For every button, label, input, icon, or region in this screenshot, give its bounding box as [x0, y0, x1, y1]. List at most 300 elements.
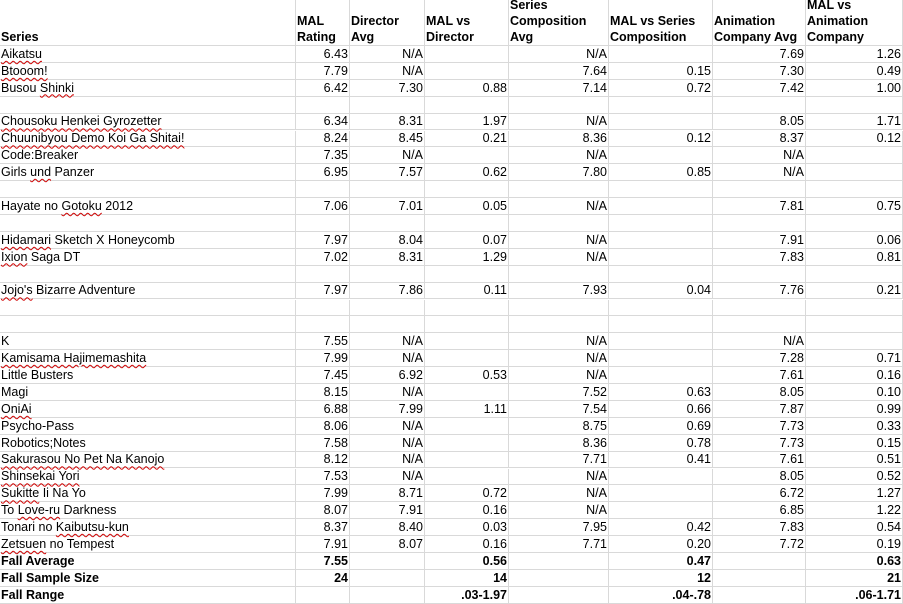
- cell-anim[interactable]: [713, 469, 806, 486]
- cell-mal_sc[interactable]: [609, 316, 713, 333]
- cell-mal_dir[interactable]: [425, 316, 509, 333]
- cell-mal_sc[interactable]: [609, 519, 713, 536]
- header-cell-mal_anim[interactable]: [806, 0, 903, 46]
- cell-mal_anim[interactable]: [806, 350, 903, 367]
- cell-series[interactable]: [0, 452, 296, 469]
- cell-dir[interactable]: [350, 350, 425, 367]
- cell-series[interactable]: [0, 418, 296, 435]
- cell-dir[interactable]: [350, 519, 425, 536]
- cell-anim[interactable]: [713, 249, 806, 266]
- cell-sc[interactable]: [509, 519, 609, 536]
- cell-mal_dir[interactable]: [425, 80, 509, 97]
- cell-mal[interactable]: [296, 232, 350, 249]
- cell-dir[interactable]: [350, 300, 425, 317]
- cell-anim[interactable]: [713, 536, 806, 553]
- cell-sc[interactable]: [509, 300, 609, 317]
- cell-sc[interactable]: [509, 215, 609, 232]
- cell-series[interactable]: [0, 164, 296, 181]
- cell-series[interactable]: [0, 283, 296, 300]
- cell-anim[interactable]: [713, 333, 806, 350]
- summary-cell-mal_anim[interactable]: [806, 553, 903, 570]
- cell-mal[interactable]: [296, 316, 350, 333]
- cell-mal_sc[interactable]: [609, 232, 713, 249]
- summary-cell-mal_dir[interactable]: [425, 553, 509, 570]
- cell-series[interactable]: [0, 46, 296, 63]
- cell-mal_dir[interactable]: [425, 502, 509, 519]
- cell-dir[interactable]: [350, 97, 425, 114]
- cell-dir[interactable]: [350, 469, 425, 486]
- cell-mal_anim[interactable]: [806, 164, 903, 181]
- table-row: [0, 300, 903, 317]
- cell-mal_dir[interactable]: [425, 232, 509, 249]
- cell-series[interactable]: [0, 63, 296, 80]
- cell-sc[interactable]: [509, 435, 609, 452]
- summary-cell-dir[interactable]: [350, 553, 425, 570]
- cell-sc-text: N/A: [586, 486, 607, 501]
- cell-mal_dir[interactable]: [425, 350, 509, 367]
- cell-mal_sc[interactable]: [609, 164, 713, 181]
- cell-sc[interactable]: [509, 283, 609, 300]
- cell-mal_anim[interactable]: [806, 114, 903, 131]
- cell-mal[interactable]: [296, 80, 350, 97]
- cell-dir[interactable]: [350, 418, 425, 435]
- cell-series[interactable]: [0, 215, 296, 232]
- cell-mal[interactable]: [296, 485, 350, 502]
- cell-mal[interactable]: [296, 46, 350, 63]
- cell-sc[interactable]: [509, 485, 609, 502]
- cell-dir[interactable]: [350, 198, 425, 215]
- cell-mal[interactable]: [296, 249, 350, 266]
- cell-mal[interactable]: [296, 198, 350, 215]
- cell-anim[interactable]: [713, 367, 806, 384]
- cell-anim[interactable]: [713, 97, 806, 114]
- cell-mal_anim[interactable]: [806, 418, 903, 435]
- cell-mal_dir[interactable]: [425, 384, 509, 401]
- cell-sc[interactable]: [509, 536, 609, 553]
- cell-mal[interactable]: [296, 131, 350, 148]
- cell-anim[interactable]: [713, 131, 806, 148]
- summary-cell-series[interactable]: [0, 553, 296, 570]
- cell-series[interactable]: [0, 266, 296, 283]
- cell-series[interactable]: [0, 350, 296, 367]
- cell-dir[interactable]: [350, 147, 425, 164]
- cell-mal[interactable]: [296, 519, 350, 536]
- cell-mal-text: 7.79: [323, 63, 348, 78]
- cell-dir[interactable]: [350, 63, 425, 80]
- cell-anim[interactable]: [713, 316, 806, 333]
- cell-dir[interactable]: [350, 80, 425, 97]
- cell-mal[interactable]: [296, 283, 350, 300]
- cell-mal_dir[interactable]: [425, 367, 509, 384]
- cell-mal_sc[interactable]: [609, 215, 713, 232]
- cell-mal_anim[interactable]: [806, 283, 903, 300]
- cell-mal[interactable]: [296, 452, 350, 469]
- cell-series-text: Busou Shinki: [1, 80, 74, 95]
- summary-cell-mal[interactable]: [296, 570, 350, 587]
- cell-sc[interactable]: [509, 333, 609, 350]
- cell-anim[interactable]: [713, 300, 806, 317]
- cell-mal[interactable]: [296, 384, 350, 401]
- cell-anim[interactable]: [713, 80, 806, 97]
- cell-mal_anim[interactable]: [806, 232, 903, 249]
- cell-anim[interactable]: [713, 266, 806, 283]
- cell-mal_dir[interactable]: [425, 452, 509, 469]
- header-cell-mal_sc[interactable]: [609, 0, 713, 46]
- cell-mal_anim[interactable]: [806, 131, 903, 148]
- cell-mal_anim-text: 1.00: [876, 80, 901, 95]
- header-cell-dir-text: Director Avg: [351, 14, 399, 44]
- cell-mal_anim[interactable]: [806, 249, 903, 266]
- cell-mal_sc-text: 0.69: [686, 418, 711, 433]
- summary-cell-sc[interactable]: [509, 587, 609, 604]
- summary-cell-dir[interactable]: [350, 570, 425, 587]
- cell-series[interactable]: [0, 147, 296, 164]
- cell-sc[interactable]: [509, 97, 609, 114]
- cell-mal_sc[interactable]: [609, 300, 713, 317]
- summary-cell-mal_dir-text: 14: [493, 570, 507, 585]
- cell-mal_sc[interactable]: [609, 283, 713, 300]
- cell-mal_dir[interactable]: [425, 215, 509, 232]
- cell-mal_dir[interactable]: [425, 418, 509, 435]
- cell-mal_dir[interactable]: [425, 97, 509, 114]
- cell-mal_dir[interactable]: [425, 485, 509, 502]
- cell-mal_sc[interactable]: [609, 485, 713, 502]
- table-row: [0, 131, 903, 148]
- cell-dir-text: 8.45: [398, 131, 423, 146]
- summary-cell-mal-text: 7.55: [323, 553, 348, 568]
- cell-mal_anim-text: 0.52: [876, 469, 901, 484]
- cell-series[interactable]: [0, 333, 296, 350]
- cell-mal_dir[interactable]: [425, 333, 509, 350]
- cell-mal_sc[interactable]: [609, 249, 713, 266]
- cell-mal[interactable]: [296, 502, 350, 519]
- cell-mal_anim[interactable]: [806, 266, 903, 283]
- cell-mal_anim[interactable]: [806, 519, 903, 536]
- cell-mal_dir[interactable]: [425, 249, 509, 266]
- cell-mal_dir[interactable]: [425, 266, 509, 283]
- cell-mal_sc[interactable]: [609, 401, 713, 418]
- cell-mal_sc[interactable]: [609, 452, 713, 469]
- header-cell-mal_dir[interactable]: [425, 0, 509, 46]
- cell-sc[interactable]: [509, 350, 609, 367]
- cell-mal_sc[interactable]: [609, 469, 713, 486]
- cell-mal_anim[interactable]: [806, 300, 903, 317]
- cell-anim[interactable]: [713, 485, 806, 502]
- cell-sc-text: 8.75: [582, 418, 607, 433]
- cell-mal_sc[interactable]: [609, 536, 713, 553]
- summary-cell-series[interactable]: [0, 570, 296, 587]
- cell-mal_anim[interactable]: [806, 469, 903, 486]
- cell-mal_anim[interactable]: [806, 401, 903, 418]
- cell-mal_sc[interactable]: [609, 333, 713, 350]
- cell-mal_dir[interactable]: [425, 283, 509, 300]
- cell-sc[interactable]: [509, 502, 609, 519]
- cell-sc[interactable]: [509, 249, 609, 266]
- summary-cell-mal_sc[interactable]: [609, 587, 713, 604]
- cell-mal_sc[interactable]: [609, 435, 713, 452]
- cell-mal_dir[interactable]: [425, 181, 509, 198]
- summary-cell-mal[interactable]: [296, 587, 350, 604]
- summary-cell-anim[interactable]: [713, 570, 806, 587]
- cell-sc[interactable]: [509, 452, 609, 469]
- cell-dir[interactable]: [350, 266, 425, 283]
- cell-dir[interactable]: [350, 536, 425, 553]
- summary-cell-anim[interactable]: [713, 553, 806, 570]
- summary-cell-mal_dir[interactable]: [425, 587, 509, 604]
- header-cell-anim[interactable]: [713, 0, 806, 46]
- summary-cell-sc[interactable]: [509, 570, 609, 587]
- cell-sc[interactable]: [509, 198, 609, 215]
- cell-sc[interactable]: [509, 418, 609, 435]
- cell-series[interactable]: [0, 232, 296, 249]
- cell-mal[interactable]: [296, 97, 350, 114]
- cell-anim[interactable]: [713, 435, 806, 452]
- cell-dir[interactable]: [350, 333, 425, 350]
- cell-mal_dir[interactable]: [425, 147, 509, 164]
- cell-mal[interactable]: [296, 350, 350, 367]
- summary-cell-anim[interactable]: [713, 587, 806, 604]
- cell-anim[interactable]: [713, 283, 806, 300]
- cell-sc[interactable]: [509, 232, 609, 249]
- cell-mal_anim[interactable]: [806, 333, 903, 350]
- cell-anim[interactable]: [713, 164, 806, 181]
- cell-anim[interactable]: [713, 519, 806, 536]
- summary-cell-mal_sc[interactable]: [609, 570, 713, 587]
- cell-mal_sc[interactable]: [609, 97, 713, 114]
- cell-mal_sc[interactable]: [609, 114, 713, 131]
- cell-dir[interactable]: [350, 131, 425, 148]
- cell-mal_dir[interactable]: [425, 536, 509, 553]
- summary-cell-mal_sc[interactable]: [609, 553, 713, 570]
- cell-mal[interactable]: [296, 114, 350, 131]
- cell-dir[interactable]: [350, 401, 425, 418]
- cell-series[interactable]: [0, 80, 296, 97]
- cell-mal_anim[interactable]: [806, 97, 903, 114]
- cell-mal-text: 8.15: [323, 384, 348, 399]
- cell-dir[interactable]: [350, 215, 425, 232]
- cell-mal[interactable]: [296, 367, 350, 384]
- cell-anim-text: 7.42: [779, 80, 804, 95]
- cell-dir[interactable]: [350, 485, 425, 502]
- cell-mal_anim[interactable]: [806, 367, 903, 384]
- cell-dir[interactable]: [350, 384, 425, 401]
- cell-series[interactable]: [0, 114, 296, 131]
- cell-mal[interactable]: [296, 401, 350, 418]
- cell-series[interactable]: [0, 316, 296, 333]
- cell-series[interactable]: [0, 181, 296, 198]
- cell-series[interactable]: [0, 384, 296, 401]
- cell-mal_sc[interactable]: [609, 350, 713, 367]
- cell-mal_dir[interactable]: [425, 164, 509, 181]
- cell-mal[interactable]: [296, 469, 350, 486]
- cell-series[interactable]: [0, 435, 296, 452]
- cell-anim[interactable]: [713, 350, 806, 367]
- cell-anim[interactable]: [713, 502, 806, 519]
- cell-series[interactable]: [0, 469, 296, 486]
- cell-mal_sc[interactable]: [609, 418, 713, 435]
- cell-mal_anim-text: 1.22: [876, 503, 901, 518]
- cell-anim[interactable]: [713, 418, 806, 435]
- cell-dir[interactable]: [350, 502, 425, 519]
- cell-series[interactable]: [0, 536, 296, 553]
- cell-anim[interactable]: [713, 181, 806, 198]
- cell-mal_anim[interactable]: [806, 316, 903, 333]
- cell-mal_dir[interactable]: [425, 114, 509, 131]
- cell-mal[interactable]: [296, 300, 350, 317]
- cell-series-text: Magi: [1, 384, 29, 399]
- cell-mal_sc[interactable]: [609, 80, 713, 97]
- cell-series[interactable]: [0, 519, 296, 536]
- cell-mal_sc[interactable]: [609, 198, 713, 215]
- cell-mal_dir[interactable]: [425, 131, 509, 148]
- cell-dir-text: N/A: [402, 46, 423, 61]
- cell-sc[interactable]: [509, 131, 609, 148]
- cell-sc[interactable]: [509, 266, 609, 283]
- cell-series[interactable]: [0, 198, 296, 215]
- table-row: [0, 249, 903, 266]
- summary-cell-mal_dir[interactable]: [425, 570, 509, 587]
- header-cell-sc[interactable]: [509, 0, 609, 46]
- cell-series[interactable]: [0, 502, 296, 519]
- cell-mal_sc[interactable]: [609, 367, 713, 384]
- cell-mal_dir[interactable]: [425, 46, 509, 63]
- cell-dir[interactable]: [350, 316, 425, 333]
- cell-mal_dir[interactable]: [425, 469, 509, 486]
- cell-mal_dir[interactable]: [425, 300, 509, 317]
- cell-sc[interactable]: [509, 80, 609, 97]
- cell-sc[interactable]: [509, 181, 609, 198]
- cell-mal_anim[interactable]: [806, 63, 903, 80]
- cell-mal_sc[interactable]: [609, 63, 713, 80]
- cell-dir[interactable]: [350, 114, 425, 131]
- cell-sc[interactable]: [509, 401, 609, 418]
- cell-anim[interactable]: [713, 384, 806, 401]
- cell-series[interactable]: [0, 485, 296, 502]
- cell-mal_anim[interactable]: [806, 485, 903, 502]
- summary-cell-mal_anim[interactable]: [806, 570, 903, 587]
- cell-sc-text: 7.93: [582, 283, 607, 298]
- cell-anim-text: 7.83: [779, 249, 804, 264]
- cell-mal[interactable]: [296, 266, 350, 283]
- cell-mal_anim[interactable]: [806, 198, 903, 215]
- cell-dir[interactable]: [350, 164, 425, 181]
- cell-anim[interactable]: [713, 452, 806, 469]
- cell-mal_anim[interactable]: [806, 384, 903, 401]
- header-cell-mal[interactable]: [296, 0, 350, 46]
- cell-anim[interactable]: [713, 232, 806, 249]
- cell-mal_anim[interactable]: [806, 435, 903, 452]
- cell-mal_sc[interactable]: [609, 147, 713, 164]
- cell-mal_sc[interactable]: [609, 181, 713, 198]
- summary-cell-sc[interactable]: [509, 553, 609, 570]
- cell-mal_sc[interactable]: [609, 502, 713, 519]
- cell-mal[interactable]: [296, 181, 350, 198]
- cell-series[interactable]: [0, 131, 296, 148]
- cell-sc[interactable]: [509, 46, 609, 63]
- cell-anim[interactable]: [713, 198, 806, 215]
- cell-anim[interactable]: [713, 63, 806, 80]
- cell-sc[interactable]: [509, 469, 609, 486]
- cell-mal_anim[interactable]: [806, 147, 903, 164]
- cell-sc[interactable]: [509, 63, 609, 80]
- cell-mal[interactable]: [296, 418, 350, 435]
- cell-anim[interactable]: [713, 215, 806, 232]
- cell-mal[interactable]: [296, 333, 350, 350]
- cell-mal[interactable]: [296, 536, 350, 553]
- cell-series-text: Shinsekai Yori: [1, 469, 80, 484]
- cell-mal_anim[interactable]: [806, 46, 903, 63]
- cell-mal_sc[interactable]: [609, 384, 713, 401]
- cell-mal_anim[interactable]: [806, 502, 903, 519]
- cell-dir[interactable]: [350, 367, 425, 384]
- cell-mal_sc[interactable]: [609, 46, 713, 63]
- cell-sc[interactable]: [509, 316, 609, 333]
- cell-anim[interactable]: [713, 114, 806, 131]
- cell-dir[interactable]: [350, 435, 425, 452]
- cell-series-text: Kamisama Hajimemashita: [1, 351, 147, 366]
- cell-mal_anim[interactable]: [806, 80, 903, 97]
- cell-series[interactable]: [0, 300, 296, 317]
- header-cell-dir[interactable]: [350, 0, 425, 46]
- cell-mal_dir[interactable]: [425, 198, 509, 215]
- cell-mal_dir[interactable]: [425, 435, 509, 452]
- cell-mal[interactable]: [296, 435, 350, 452]
- cell-dir[interactable]: [350, 232, 425, 249]
- cell-sc[interactable]: [509, 164, 609, 181]
- cell-series[interactable]: [0, 401, 296, 418]
- cell-anim-text: 6.85: [779, 503, 804, 518]
- cell-dir[interactable]: [350, 452, 425, 469]
- cell-series[interactable]: [0, 249, 296, 266]
- summary-cell-dir[interactable]: [350, 587, 425, 604]
- cell-series[interactable]: [0, 367, 296, 384]
- header-cell-series[interactable]: [0, 0, 296, 46]
- cell-series[interactable]: [0, 97, 296, 114]
- table-row: [0, 384, 903, 401]
- cell-mal_anim[interactable]: [806, 215, 903, 232]
- cell-dir[interactable]: [350, 46, 425, 63]
- cell-mal_dir[interactable]: [425, 401, 509, 418]
- cell-mal[interactable]: [296, 164, 350, 181]
- cell-mal_dir[interactable]: [425, 63, 509, 80]
- cell-sc[interactable]: [509, 147, 609, 164]
- cell-series-text: Robotics;Notes: [1, 435, 86, 450]
- cell-anim[interactable]: [713, 401, 806, 418]
- cell-mal[interactable]: [296, 63, 350, 80]
- summary-cell-mal_anim[interactable]: [806, 587, 903, 604]
- cell-mal[interactable]: [296, 215, 350, 232]
- cell-mal_sc[interactable]: [609, 131, 713, 148]
- cell-anim[interactable]: [713, 147, 806, 164]
- summary-cell-series[interactable]: [0, 587, 296, 604]
- cell-mal_anim[interactable]: [806, 452, 903, 469]
- cell-sc[interactable]: [509, 114, 609, 131]
- cell-sc[interactable]: [509, 384, 609, 401]
- cell-mal_dir-text: 1.11: [483, 401, 507, 416]
- cell-sc[interactable]: [509, 367, 609, 384]
- cell-mal_anim[interactable]: [806, 536, 903, 553]
- cell-dir[interactable]: [350, 249, 425, 266]
- cell-mal_sc[interactable]: [609, 266, 713, 283]
- cell-anim[interactable]: [713, 46, 806, 63]
- cell-dir[interactable]: [350, 181, 425, 198]
- cell-mal_anim-text: 1.26: [876, 46, 901, 61]
- cell-mal[interactable]: [296, 147, 350, 164]
- cell-mal_anim[interactable]: [806, 181, 903, 198]
- summary-cell-mal[interactable]: [296, 553, 350, 570]
- cell-mal_dir[interactable]: [425, 519, 509, 536]
- cell-dir[interactable]: [350, 283, 425, 300]
